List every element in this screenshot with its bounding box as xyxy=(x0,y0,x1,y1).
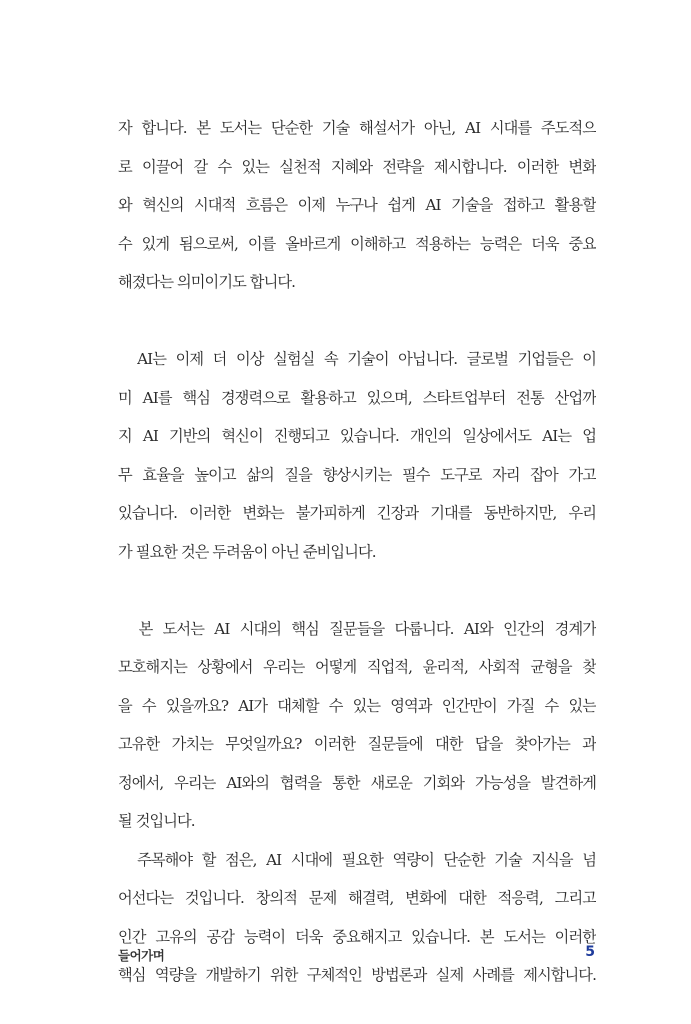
text-line: 수 있게 됨으로써, 이를 올바르게 이해하고 적용하는 능력은 더욱 중요 xyxy=(118,234,596,253)
text-line: 고유한 가치는 무엇일까요? 이러한 질문들에 대한 답을 찾아가는 과 xyxy=(118,735,596,753)
paragraph-gap xyxy=(118,302,596,341)
text-line: 자 합니다. 본 도서는 단순한 기술 해설서가 아닌, AI 시대를 주도적으 xyxy=(118,119,596,137)
text-line: 모호해지는 상황에서 우리는 어떻게 직업적, 윤리적, 사회적 균형을 찾 xyxy=(118,658,596,676)
chapter-label: 들어가며 xyxy=(118,948,165,963)
text-line: 미 AI를 핵심 경쟁력으로 활용하고 있으며, 스타트업부터 전통 산업까 xyxy=(118,388,596,407)
text-line: 해졌다는 의미이기도 합니다. xyxy=(118,273,296,291)
paragraph-gap xyxy=(118,571,596,610)
text-line: 될 것입니다. xyxy=(118,812,195,830)
page-body xyxy=(118,109,596,995)
text-line: 핵심 역량을 개발하기 위한 구체적인 방법론과 실제 사례를 제시합니다. xyxy=(118,966,596,984)
text-line: 있습니다. 이러한 변화는 불가피하게 긴장과 기대를 동반하지만, 우리 xyxy=(118,504,596,522)
text-line: 정에서, 우리는 AI와의 협력을 통한 새로운 기회와 가능성을 발견하게 xyxy=(118,773,596,792)
paragraph xyxy=(118,109,596,302)
paragraph xyxy=(118,841,596,995)
text-line: 무 효율을 높이고 삶의 질을 향상시키는 필수 도구로 자리 잡아 가고 xyxy=(118,465,596,484)
paragraph xyxy=(118,610,596,841)
text-line: 가 필요한 것은 두려움이 아닌 준비입니다. xyxy=(118,542,376,561)
page-number: 5 xyxy=(585,944,595,960)
text-line: 을 수 있을까요? AI가 대체할 수 있는 영역과 인간만이 가질 수 있는 xyxy=(118,696,596,715)
text-line: AI는 이제 더 이상 실험실 속 기술이 아닙니다. 글로벌 기업들은 이 xyxy=(118,350,596,368)
text-line: 와 혁신의 시대적 흐름은 이제 누구나 쉽게 AI 기술을 접하고 활용할 xyxy=(118,196,596,214)
text-line: 지 AI 기반의 혁신이 진행되고 있습니다. 개인의 일상에서도 AI는 업 xyxy=(118,427,596,445)
text-line: 로 이끌어 갈 수 있는 실천적 지혜와 전략을 제시합니다. 이러한 변화 xyxy=(118,157,596,176)
text-line: 어선다는 것입니다. 창의적 문제 해결력, 변화에 대한 적응력, 그리고 xyxy=(118,889,596,907)
text-line: 주목해야 할 점은, AI 시대에 필요한 역량이 단순한 기술 지식을 넘 xyxy=(118,850,596,869)
text-line: 인간 고유의 공감 능력이 더욱 중요해지고 있습니다. 본 도서는 이러한 xyxy=(118,927,596,946)
text-line: 본 도서는 AI 시대의 핵심 질문들을 다룹니다. AI와 인간의 경계가 xyxy=(118,619,596,638)
paragraph xyxy=(118,340,596,571)
